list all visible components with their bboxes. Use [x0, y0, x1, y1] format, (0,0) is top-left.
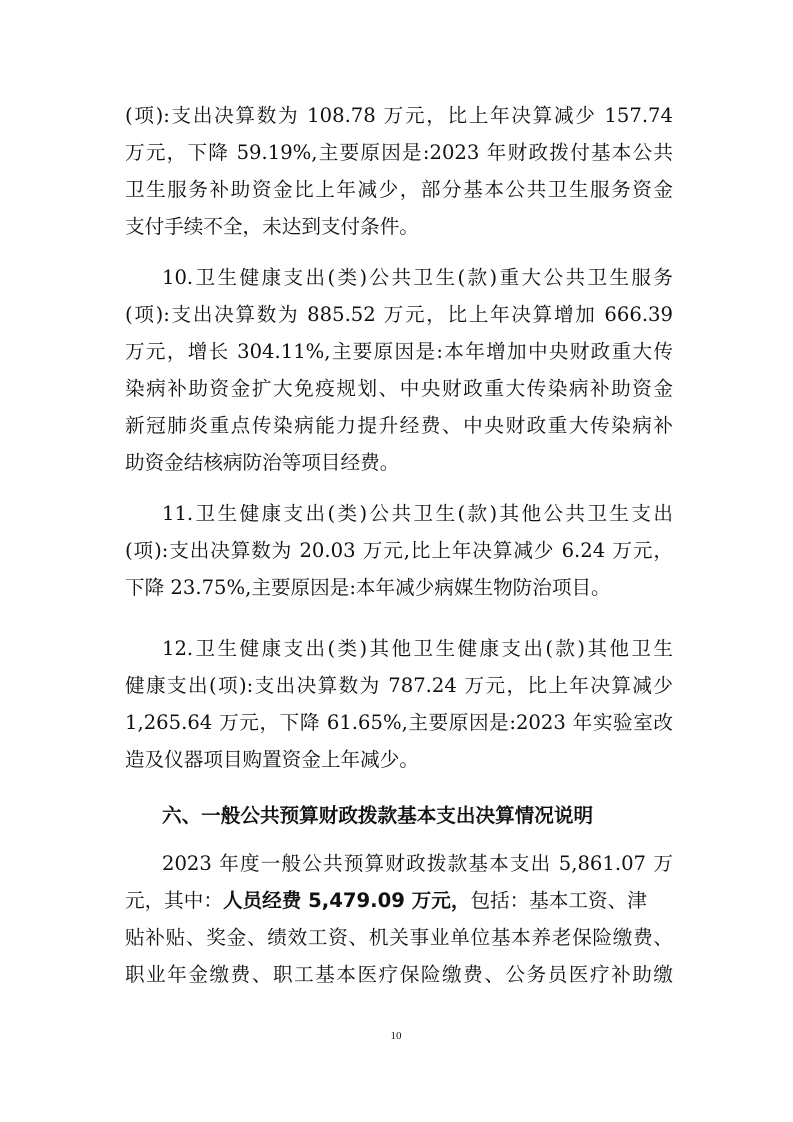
paragraph-line: 10.卫生健康支出(类)公共卫生(款)重大公共卫生服务	[162, 266, 673, 289]
paragraph-line: 新冠肺炎重点传染病能力提升经费、中央财政重大传染病补	[125, 414, 673, 437]
mixed-paragraph-line	[125, 883, 673, 919]
paragraph-line: 2023 年度一般公共预算财政拨款基本支出 5,861.07 万	[162, 852, 673, 875]
paragraph-line: 健康支出(项):支出决算数为 787.24 万元，比上年决算减少	[125, 674, 673, 697]
paragraph-line: 下降 23.75%,主要原因是:本年减少病媒生物防治项目。	[125, 576, 611, 599]
bold-personnel-expense: 人员经费 5,479.09 万元，	[222, 889, 471, 912]
paragraph-line: 助资金结核病防治等项目经费。	[125, 451, 400, 474]
paragraph-line: (项):支出决算数为 885.52 万元，比上年决算增加 666.39	[125, 303, 673, 326]
paragraph-line: 造及仪器项目购置资金上年减少。	[125, 748, 419, 771]
section-heading: 六、一般公共预算财政拨款基本支出决算情况说明	[162, 804, 594, 827]
paragraph-text: 元，其中：	[125, 889, 223, 912]
paragraph-line: 贴补贴、奖金、绩效工资、机关事业单位基本养老保险缴费、	[125, 926, 673, 949]
page-number: 10	[390, 1030, 402, 1042]
paragraph-line: (项):支出决算数为 108.78 万元，比上年决算减少 157.74	[125, 104, 673, 127]
paragraph-line: 卫生服务补助资金比上年减少，部分基本公共卫生服务资金	[125, 178, 673, 201]
paragraph-line: 万元，下降 59.19%,主要原因是:2023 年财政拨付基本公共	[125, 141, 673, 164]
paragraph-line: 11.卫生健康支出(类)公共卫生(款)其他公共卫生支出	[162, 502, 673, 525]
paragraph-text: 包括：基本工资、津	[470, 889, 647, 912]
paragraph-line: 万元，增长 304.11%,主要原因是:本年增加中央财政重大传	[125, 340, 673, 363]
paragraph-line: 染病补助资金扩大免疫规划、中央财政重大传染病补助资金	[125, 377, 673, 400]
paragraph-line: 1,265.64 万元，下降 61.65%,主要原因是:2023 年实验室改	[125, 711, 673, 734]
paragraph-line: (项):支出决算数为 20.03 万元,比上年决算减少 6.24 万元，	[125, 539, 673, 562]
paragraph-line: 职业年金缴费、职工基本医疗保险缴费、公务员医疗补助缴	[125, 963, 673, 986]
paragraph-line: 12.卫生健康支出(类)其他卫生健康支出(款)其他卫生	[162, 637, 673, 660]
paragraph-line: 支付手续不全，未达到支付条件。	[125, 215, 419, 238]
